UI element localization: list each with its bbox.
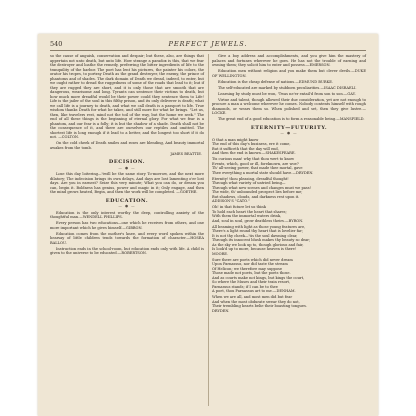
verse-line: It is not thy cheek—'tis the soul dawning clear,: [212, 233, 298, 238]
header-rule: [50, 50, 366, 51]
verse-line: A poet, thou Parnassus art to me.—DENHAM.: [212, 289, 296, 293]
verse-line: Sure there are poets which did never dream: [212, 257, 293, 262]
verse-line: When we are all, and most men did but fear: [212, 295, 293, 299]
verse-line: And, soul in soul, grow deathless theirs.—BYRON.: [212, 218, 304, 223]
education-quote-8: The self-educated are marked by stubborn peculiarities.—ISAAC DISRAELI.: [218, 85, 357, 90]
verse-line: Oh! in that future let us think: [212, 205, 266, 209]
death-essay: so the cause of anguish, conservation and despair; but these, also, are things that appertain not unto death, but unto life. How strange a paradox is this, that we fear the destroyer and loathe the remedy, preferring the bitter ingredients of life to the tranquility of the harbor. The poet has lent his pictures, the painter his colors, the orator his tropes, to portray Death as the grand destroyer, the enemy, the prince of phantoms and of shades. The dark domain of Death we dread, indeed, to enter, but we ought rather to dread the ruggedness of some of the roads that lead to it; but if they are rugged they are short, and it is only those that are smooth that are dangerous, wearisome and long. Tyrants can sentence their victims to death, but how much more dreadful would be their power could they sentence them to Life! Life is the jailer of the soul in this filthy prison, and its only deliverer is death; what we call life is a journey to death, and what we call death is a passport to life. True wisdom thanks Death for what he takes, and still more for what he brings. "Let us, then, like travelers rest, mind not the toil of the way, but the home we seek." The end of all these things is the beginning of eternal glory. For what we fear is a phantom, and our fear is a folly; it is but the shadow of a shade. Death shall not be the consequence of it, and there are ourselves our reptiles and omitted. The shortest life is long enough if it lead to a better, and the longest too short if it do not. —COLTON.: [50, 54, 204, 139]
verse-line: Upon Parnassus, nor did taste the stream: [212, 262, 288, 266]
left-column: [50, 54, 204, 257]
verse-line: MOORE.: [212, 251, 229, 256]
verse-line: Those made not poets, but the poets those.: [212, 271, 291, 275]
verse-line: O that a man might know: [212, 137, 259, 142]
education-quote-9: Learning by study must be won, 'Twas ne'er entail'd from son to son.—GAY.: [218, 91, 356, 96]
verse-line: The end of this day's business, ere it come,: [212, 142, 291, 146]
eternity-heading: ETERNITY—FUTURITY.: [250, 124, 328, 131]
verse-line: Their trembling hearts belie their boasting tongues.: [212, 304, 307, 308]
verse-line: And then the end is known.—SHAKESPEARE.: [212, 151, 296, 155]
verse-line: Events, which, good or ill, foreknown, are woe?: [212, 161, 299, 166]
page-number: 540: [50, 40, 63, 48]
verse-line: And as courts make not kings, but kings the court,: [212, 275, 305, 280]
verse-line: Thee everything a mortal state should have.—DRYDEN.: [212, 170, 314, 175]
verse-line: As the sky we look up to, though glorious and fair,: [212, 242, 304, 247]
education-quote-2: Every person has two educations—one which he receives from others, and one more important which he gives himself.—GIBBON.: [50, 221, 204, 230]
verse-line: DRYDEN.: [212, 308, 230, 313]
verse-line: Through what variety of untried being—: [212, 181, 286, 185]
education-quote-3: Education comes from the mother's knee, and every word spoken within the hearsay of little children tends towards the formation of character.—HOSEA BALLOU.: [50, 231, 204, 245]
verse-line: The wide, th' unbounded prospect lies before me;: [212, 190, 303, 194]
decision-poem: Lose this day loitering—'twill be the same story To-morrow, and the next more dilatory; The indecision brings its own delays, And days are lost lamenting o'er lost days. Are you in earnest? Seize this very minute; What you can do, or dream you can, begin it. Boldness has genius, power and magic in it; Only engage, and then the mind grows heated, Begin, and then the work will be completed. —GOETHE.: [50, 172, 204, 194]
verse-line: ADDISON'S "CATO.": [212, 199, 250, 203]
education-quote-1: Education is the only interest worthy the deep, controlling anxiety of the thoughtful man.—WENDELL PHILLIPS.: [50, 210, 204, 219]
verse-line: Is look'd up to more, because heaven is there!: [212, 247, 297, 251]
verse-line: Through its innocent blush makes thy beauty so dear;: [212, 238, 311, 242]
education-quote-6: Education men without religion and you make them but clever devils.—DUKE OF WELLINGTON.: [212, 69, 366, 78]
beattie-quote: On the cold cheek of Death smiles and roses are blending, And beauty immortal awakes from the tomb.: [50, 141, 204, 150]
verse-line: There's a light round thy heart that is lovelier far;: [212, 229, 303, 233]
education-quote-5: Give a boy address and accomplishments, and you give him the mastery of palaces and fortunes wherever he goes. He has not the trouble of earning and owning them; they solicit him to enter and possess.—EMERSON.: [212, 54, 366, 67]
eternity-verse: [212, 138, 366, 314]
decision-heading: DECISION.: [108, 159, 146, 165]
education-quote-4: Instruction ends in the school-room, but education ends only with life. A child is given to the universe to be educated.—ROBERTSON.: [50, 246, 204, 255]
education-heading: EDUCATION.: [105, 197, 149, 204]
book-page: [38, 34, 378, 416]
verse-line: Tis curious man! why that thou wert to know: [212, 157, 295, 161]
verse-line: All beaming with light as those young features are,: [212, 224, 306, 229]
education-ornament: — ● —: [118, 204, 136, 208]
verse-line: With them the immortal waters drink,: [212, 214, 282, 218]
education-quote-10: Virtue and talent, though allowed their due consideration, yet are not enough to procure a man a welcome wherever he comes. Nobody contents himself with rough diamonds, or wears them so. When polished and set, then they give lustre.—LOCKE.: [212, 97, 366, 115]
verse-line: Eternity! thou pleasing, dreadful thought!: [212, 176, 289, 181]
eternity-ornament: — ● —: [280, 131, 298, 135]
verse-line: So where the Muses and their train resort,: [212, 280, 291, 284]
verse-line: But shadows, clouds, and darkness rest upon it.: [212, 194, 300, 199]
education-quote-7: Education is the cheap defense of nations.—EDMUND BURKE.: [218, 79, 334, 84]
verse-line: Through what new scenes and changes must we pass!: [212, 185, 312, 190]
page-header: [50, 40, 366, 50]
verse-line: To hold each heart the heart that shares;: [212, 209, 287, 214]
right-column: [212, 54, 366, 313]
verse-line: And when the most obdurate swear they do not,: [212, 299, 300, 304]
education-quote-11: The great end of a good education is to form a reasonable being.—MANSFIELD.: [218, 117, 365, 121]
decision-ornament: — ● —: [118, 165, 136, 170]
verse-line: Th' all-seeing power, that made thee mortal, gave: [212, 166, 303, 170]
verse-line: But it sufficeth that the day will end,: [212, 146, 279, 151]
running-title: PERFECT JEWELS.: [168, 40, 248, 48]
column-divider: [208, 54, 209, 406]
beattie-attribution: JAMES BEATTIE.: [170, 151, 202, 156]
verse-line: Parnassus stands; if I can be to thee: [212, 284, 278, 289]
verse-line: Of Helicon; we therefore may suppose: [212, 266, 282, 271]
